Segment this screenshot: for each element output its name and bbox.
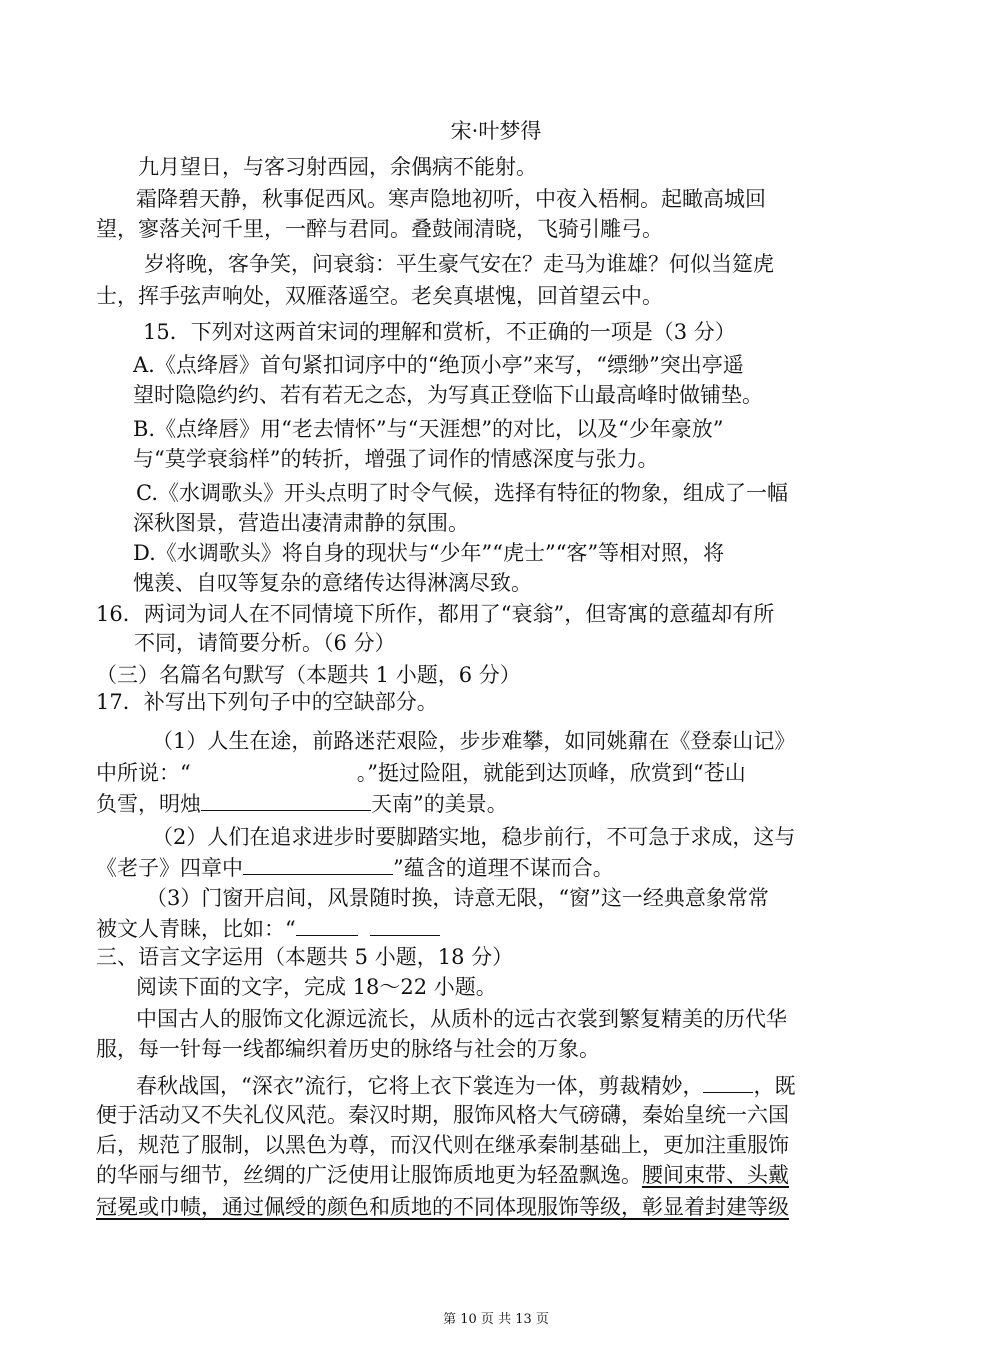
page-footer: 第 10 页 共 13 页 — [443, 1312, 549, 1327]
poem-line: 望，寥落关河千里，一醉与君同。叠鼓闹清晓，飞骑引雕弓。 — [96, 217, 663, 241]
poem-line: 岁将晚，客争笑，问衰翁：平生豪气安在？走马为谁雄？何似当筵虎 — [144, 252, 774, 276]
passage-line: 服，每一针每一线都编织着历史的脉络与社会的万象。 — [96, 1037, 600, 1061]
reading-intro: 阅读下面的文字，完成 18～22 小题。 — [136, 975, 497, 999]
q17-item-3-line2 — [96, 913, 440, 944]
question-17-stem: 17．补写出下列句子中的空缺部分。 — [96, 690, 438, 714]
text: 。”挺过险阻，就能到达顶峰，欣赏到“苍山 — [356, 761, 746, 785]
text: ”蕴含的道理不谋而合。 — [393, 856, 614, 880]
q17-item-2-line2 — [96, 852, 614, 883]
section-heading: （三）名篇名句默写（本题共 1 小题，6 分） — [96, 663, 521, 687]
q17-item-3: （3）门窗开启间，风景随时换，诗意无限，“窗”这一经典意象常常 — [146, 886, 769, 910]
option-a: A.《点绛唇》首句紧扣词序中的“绝顶小亭”来写，“缥缈”突出亭遥 — [133, 353, 744, 377]
answer-blank — [370, 913, 440, 936]
question-16-cont: 不同，请简要分析。（6 分） — [134, 631, 396, 655]
passage-line: 中国古人的服饰文化源远流长，从质朴的远古衣裳到繁复精美的历代华 — [136, 1007, 787, 1031]
option-d: D.《水调歌头》将自身的现状与“少年”“虎士”“客”等相对照，将 — [133, 541, 725, 565]
option-b-cont: 与“莫学衰翁样”的转折，增强了词作的情感深度与张力。 — [133, 447, 659, 471]
poem-line: 霜降碧天静，秋事促西风。寒声隐地初听，中夜入梧桐。起瞰高城回 — [136, 187, 766, 211]
passage-line — [96, 1160, 789, 1190]
option-a-cont: 望时隐隐约约、若有若无之态，为写真正登临下山最高峰时做铺垫。 — [133, 383, 763, 407]
q17-item-2: （2）人们在追求进步时要脚踏实地，稳步前行，不可急于求成，这与 — [152, 825, 796, 849]
answer-blank — [296, 913, 358, 936]
option-d-cont: 愧羡、自叹等复杂的意绪传达得淋漓尽致。 — [133, 571, 532, 595]
underlined-text: 腰间束带、头戴 — [642, 1163, 789, 1187]
part-heading: 三、语言文字运用（本题共 5 小题，18 分） — [96, 945, 514, 969]
text: 春秋战国，“深衣”流行，它将上衣下裳连为一体，剪裁精妙， — [136, 1074, 704, 1098]
text: 天南”的美景。 — [371, 792, 508, 816]
text: 负雪，明烛 — [96, 792, 201, 816]
question-15-stem: 15．下列对这两首宋词的理解和赏析，不正确的一项是（3 分） — [143, 320, 736, 344]
poem-author: 宋·叶梦得 — [450, 119, 542, 143]
passage-line: 后，规范了服制，以黑色为尊，而汉代则在继承秦制基础上，更加注重服饰 — [96, 1133, 789, 1157]
text: 的华丽与细节，丝绸的广泛使用让服饰质地更为轻盈飘逸。 — [96, 1163, 642, 1187]
text: 被文人青睐，比如：“ — [96, 917, 296, 941]
answer-blank — [243, 852, 393, 875]
poem-line: 士，挥手弦声响处，双雁落遥空。老矣真堪愧，回首望云中。 — [96, 284, 663, 308]
q17-item-1-line3 — [96, 788, 508, 819]
option-c-cont: 深秋图景，营造出凄清肃静的氛围。 — [133, 511, 469, 535]
answer-blank — [703, 1070, 753, 1093]
text: 中所说：“ — [96, 761, 191, 785]
q17-item-1: （1）人生在途，前路迷茫艰险，步步难攀，如同姚鼐在《登泰山记》 — [152, 729, 796, 753]
passage-line: 冠冕或巾帻，通过佩绶的颜色和质地的不同体现服饰等级，彰显着封建等级 — [96, 1195, 789, 1219]
text: 《老子》四章中 — [96, 856, 243, 880]
answer-blank — [201, 788, 371, 811]
option-c: C.《水调歌头》开头点明了时令气候，选择有特征的物象，组成了一幅 — [136, 481, 788, 505]
question-16: 16．两词为词人在不同情境下所作，都用了“衰翁”，但寄寓的意蕴却有所 — [96, 602, 775, 626]
q17-item-1-line2 — [96, 758, 746, 788]
poem-preface: 九月望日，与客习射西园，余偶病不能射。 — [138, 155, 537, 179]
option-b: B.《点绛唇》用“老去情怀”与“天涯想”的对比，以及“少年豪放” — [133, 417, 724, 441]
passage-line — [136, 1070, 795, 1101]
text: ，既 — [753, 1074, 796, 1098]
passage-line: 便于活动又不失礼仪风范。秦汉时期，服饰风格大气磅礴，秦始皇统一六国 — [96, 1103, 789, 1127]
